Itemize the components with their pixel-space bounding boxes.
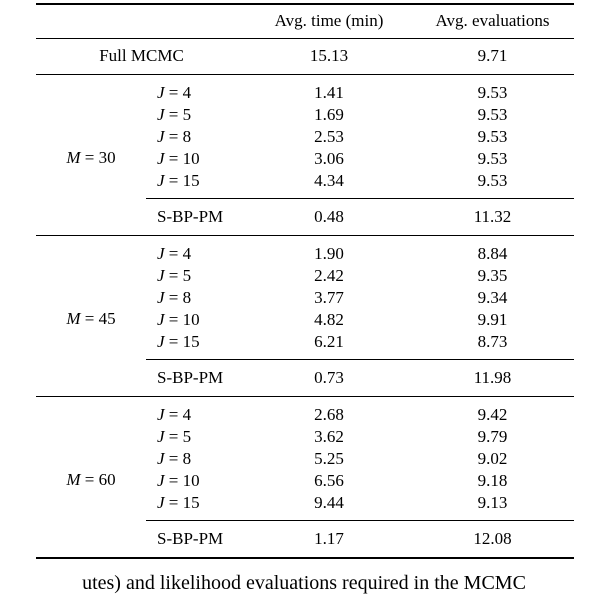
evaluations-cell: 8.73 [477,331,508,351]
header-avg-evaluations: Avg. evaluations [435,11,550,31]
evaluations-cell: 9.34 [477,287,508,307]
j-value: 8 [182,448,192,468]
time-cell: 2.42 [314,265,344,285]
j-label [146,448,247,470]
time-cell: 2.53 [314,126,344,146]
j-value: 15 [182,331,200,351]
header-empty-cell [146,4,247,38]
equals-sign: = [164,331,183,351]
equals-sign: = [164,170,183,190]
caption-fragment: utes) and likelihood evaluations required in the MCMC [82,572,526,594]
evaluations-cell: 9.91 [477,309,508,329]
group-m-label [36,235,146,396]
evaluations-cell: 9.18 [477,470,508,490]
j-symbol: J [157,404,165,424]
equals-sign: = [164,82,183,102]
j-label [146,126,247,148]
time-cell: 3.77 [314,287,344,307]
sbppm-label: S-BP-PM [157,367,224,387]
j-value: 4 [182,243,192,263]
sbppm-evaluations: 11.98 [473,367,512,387]
results-table [36,3,574,559]
j-value: 4 [182,404,192,424]
time-cell: 6.56 [314,470,344,490]
equals-sign: = [164,104,183,124]
j-value: 10 [182,470,200,490]
header-empty-cell [36,4,146,38]
group-m-label [36,396,146,558]
evaluations-cell: 9.53 [477,104,508,124]
full-mcmc-time: 15.13 [309,46,349,65]
equals-sign: = [164,287,183,307]
j-value: 5 [182,265,192,285]
equals-sign: = [164,265,183,285]
j-value: 8 [182,287,192,307]
j-symbol: J [157,492,165,512]
time-cell: 1.90 [314,243,344,263]
j-label [146,396,247,426]
equals-sign: = [164,426,183,446]
time-cell: 2.68 [314,404,344,424]
time-cell: 4.34 [314,170,344,190]
full-mcmc-label: Full MCMC [99,46,184,65]
time-cell: 3.06 [314,148,344,168]
j-label [146,148,247,170]
evaluations-cell: 9.42 [477,404,508,424]
equals-sign: = [164,243,183,263]
equals-sign: = [164,148,183,168]
evaluations-cell: 9.79 [477,426,508,446]
equals-sign: = [164,404,183,424]
time-cell: 1.69 [314,104,344,124]
j-symbol: J [157,82,165,102]
time-cell: 9.44 [314,492,344,512]
j-value: 5 [182,426,192,446]
sbppm-time: 1.17 [314,528,344,548]
full-mcmc-row [36,38,574,74]
header-row [36,4,574,38]
evaluations-cell: 9.53 [477,148,508,168]
m-symbol: M = 60 [66,470,116,489]
table-row [36,74,574,104]
j-symbol: J [157,331,165,351]
j-symbol: J [157,104,165,124]
sbppm-evaluations: 11.32 [473,206,512,226]
j-symbol: J [157,126,165,146]
evaluations-cell: 9.53 [477,82,508,102]
time-cell: 5.25 [314,448,344,468]
time-cell: 3.62 [314,426,344,446]
group-m-label [36,74,146,235]
j-label [146,470,247,492]
evaluations-cell: 9.53 [477,170,508,190]
evaluations-cell: 9.35 [477,265,508,285]
time-cell: 1.41 [314,82,344,102]
j-label [146,104,247,126]
j-label [146,492,247,521]
j-label [146,426,247,448]
j-symbol: J [157,448,165,468]
j-value: 10 [182,148,200,168]
j-value: 4 [182,82,192,102]
j-symbol: J [157,287,165,307]
equals-sign: = [164,309,183,329]
sbppm-time: 0.73 [314,367,344,387]
full-mcmc-evaluations: 9.71 [477,46,508,65]
m-symbol: M = 30 [66,148,116,167]
evaluations-cell: 9.02 [477,448,508,468]
header-avg-time: Avg. time (min) [274,11,384,31]
j-symbol: J [157,243,165,263]
j-value: 15 [182,170,200,190]
j-value: 5 [182,104,192,124]
j-value: 15 [182,492,200,512]
j-value: 10 [182,309,200,329]
j-symbol: J [157,148,165,168]
sbppm-label: S-BP-PM [157,206,224,226]
j-label [146,309,247,331]
j-symbol: J [157,265,165,285]
j-label [146,235,247,265]
sbppm-time: 0.48 [314,206,344,226]
table-row [36,396,574,426]
j-label [146,74,247,104]
equals-sign: = [164,126,183,146]
j-symbol: J [157,470,165,490]
j-label [146,331,247,360]
j-label [146,265,247,287]
equals-sign: = [164,448,183,468]
equals-sign: = [164,492,183,512]
sbppm-label: S-BP-PM [157,528,224,548]
j-symbol: J [157,309,165,329]
time-cell: 6.21 [314,331,344,351]
m-symbol: M = 45 [66,309,116,328]
j-label [146,287,247,309]
j-value: 8 [182,126,192,146]
j-symbol: J [157,170,165,190]
sbppm-evaluations: 12.08 [473,528,512,548]
j-symbol: J [157,426,165,446]
evaluations-cell: 9.53 [477,126,508,146]
equals-sign: = [164,470,183,490]
table-row [36,235,574,265]
evaluations-cell: 8.84 [477,243,508,263]
evaluations-cell: 9.13 [477,492,508,512]
time-cell: 4.82 [314,309,344,329]
j-label [146,170,247,199]
